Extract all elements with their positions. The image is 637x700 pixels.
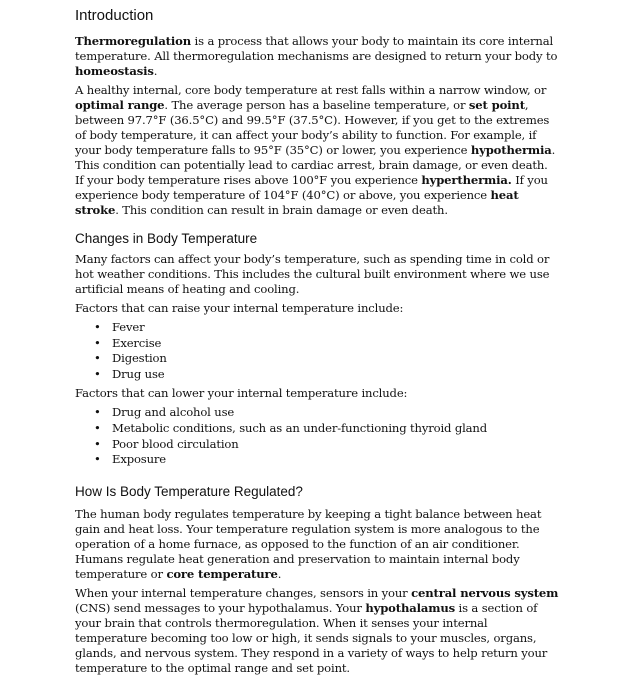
term-optimal-range: optimal range: [75, 98, 165, 112]
text-segment: . This condition can result in brain damage or even death.: [115, 203, 448, 217]
paragraph-heat-balance: [75, 507, 559, 582]
text-segment: The human body regulates temperature by keeping a tight balance between heat gain and heat loss. Your temperature regulation system is more analogous to the operation of a home furnace, as opposed to the function of an air conditioner. Humans regulate heat generation and preservation to maintain internal body temperature or: [75, 506, 542, 581]
raise-factors-list: [75, 320, 559, 382]
bullet-icon: •: [94, 335, 101, 350]
bullet-icon: •: [94, 452, 101, 467]
text-segment: is a section of your brain that controls thermoregulation. When it senses your internal temperature becoming too low or high, it sends signals to your muscles, organs, glands, and nervous system. They respond in a variety of ways to help return your temperature to the optimal range and set point.: [75, 600, 548, 675]
term-homeostasis: homeostasis: [75, 64, 154, 78]
lower-factors-list: [75, 405, 559, 467]
paragraph-changes-intro: Many factors can affect your body’s temperature, such as spending time in cold or hot weather conditions. This includes the cultural built environment where we use artificial means of heating and cooling.: [75, 252, 550, 296]
text-segment: .: [153, 64, 158, 78]
text-segment: .: [277, 566, 282, 581]
text-segment: . The average person has a baseline temperature, or: [164, 98, 469, 112]
section-heading-regulation: How Is Body Temperature Regulated?: [75, 483, 303, 499]
bullet-icon: •: [94, 405, 101, 420]
bullet-icon: •: [94, 351, 101, 366]
list-item: • Exercise: [94, 335, 162, 350]
term-hypothermia: hypothermia: [470, 143, 552, 157]
lower-factors-label: Factors that can lower your internal temperature include:: [75, 386, 408, 401]
document-page: [75, 0, 559, 680]
text-segment: A healthy internal, core body temperature at rest falls within a narrow window, or: [75, 83, 547, 97]
term-set-point: set point: [468, 98, 525, 112]
list-item: • Drug use: [94, 366, 165, 381]
list-item: • Fever: [94, 320, 145, 334]
section-heading-changes: Changes in Body Temperature: [75, 231, 258, 246]
paragraph-temperature-range: [75, 83, 559, 218]
list-item: • Digestion: [94, 351, 167, 366]
list-item: • Metabolic conditions, such as an under-functioning thyroid gland: [94, 420, 488, 435]
bullet-icon: •: [94, 420, 101, 435]
raise-factors-label: Factors that can raise your internal temperature include:: [75, 301, 404, 315]
text-segment: If you experience body temperature of 104°F (40°C) or above, you experience: [75, 173, 548, 202]
section-heading-introduction: Introduction: [75, 7, 154, 24]
bullet-icon: •: [94, 436, 101, 451]
list-item: • Poor blood circulation: [94, 436, 239, 451]
text-segment: is a process that allows your body to maintain its core internal temperature. All thermoregulation mechanisms are designed to return your body to: [75, 34, 558, 63]
term-central-nervous-system: central nervous system: [411, 585, 559, 600]
term-core-temperature: core temperature: [166, 566, 278, 581]
text-segment: . This condition can potentially lead to cardiac arrest, brain damage, or even death. If your body temperature rises above 100°F you experience: [75, 143, 556, 187]
text-segment: , between 97.7°F (36.5°C) and 99.5°F (37.5°C). However, if you get to the extremes of body temperature, it can affect your body’s ability to function. For example, if your body temperature falls to 95°F (35°C) or lower, you experience: [75, 98, 550, 157]
term-hypothalamus: hypothalamus: [365, 600, 455, 615]
bullet-icon: •: [94, 366, 101, 381]
paragraph-hypothalamus: [75, 586, 559, 676]
term-thermoregulation: Thermoregulation: [75, 34, 192, 48]
text-segment: (CNS) send messages to your hypothalamus. Your: [75, 600, 366, 615]
term-heat-stroke: heat stroke: [75, 188, 519, 217]
list-item: • Drug and alcohol use: [94, 405, 235, 420]
text-segment: When your internal temperature changes, sensors in your: [75, 585, 412, 600]
list-item: • Exposure: [94, 452, 167, 467]
paragraph-thermoregulation-definition: [75, 34, 559, 79]
bullet-icon: •: [94, 320, 101, 334]
term-hyperthermia: hyperthermia.: [421, 173, 512, 187]
